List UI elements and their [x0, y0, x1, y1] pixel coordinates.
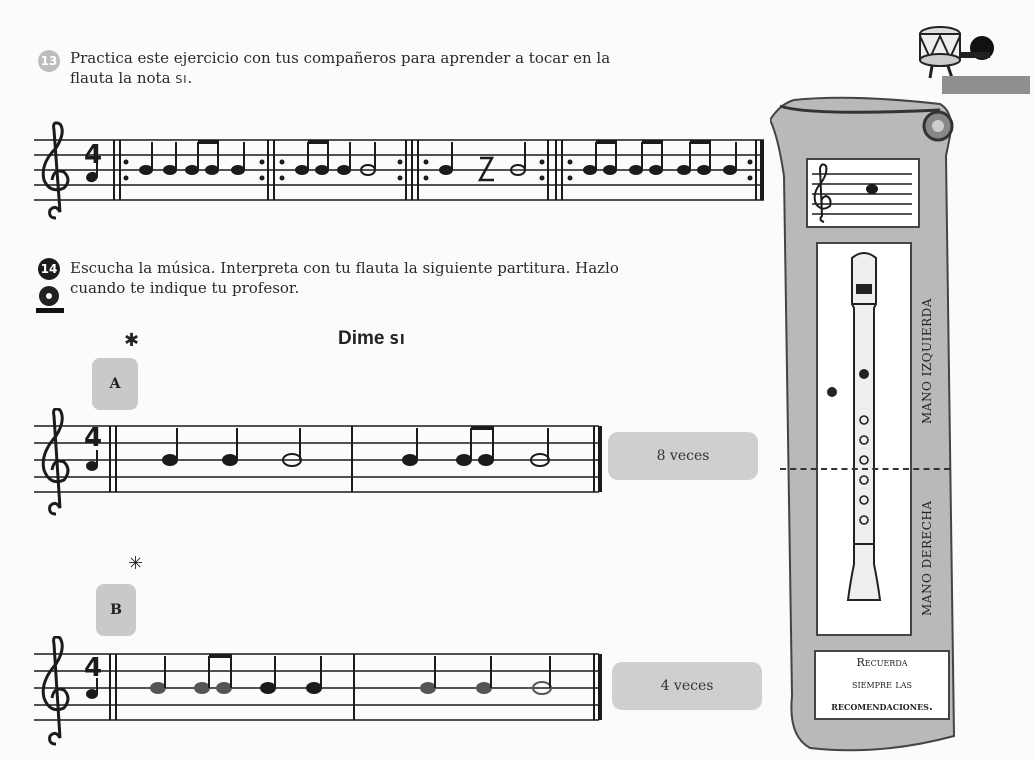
exercise-13-badge: 13	[38, 50, 60, 72]
song-title	[338, 328, 406, 350]
section-a-repeat: 8 veces	[608, 432, 758, 480]
exercise-14-instructions	[70, 258, 670, 298]
recorder-icon	[818, 244, 910, 634]
exercise-13-line1: Practica este ejercicio con tus compañeros para aprender a tocar en la	[70, 49, 611, 67]
exercise-13-note-name: SI	[175, 73, 188, 86]
treble-clef-icon	[43, 409, 68, 514]
treble-clef-icon	[43, 637, 68, 744]
song-title-note: SI	[389, 333, 406, 348]
exercise-13-instructions	[70, 48, 670, 90]
remember-line1: Recuerda	[856, 656, 908, 669]
staff-exercise-13	[34, 118, 770, 222]
sidebar-scroll	[770, 96, 966, 756]
time-sig-top: 4	[84, 140, 103, 170]
right-hand-label: MANO DERECHA	[920, 500, 934, 616]
exercise-14-line1: Escucha la música. Interpreta con tu flauta la siguiente partitura. Hazlo	[70, 259, 619, 277]
hand-divider	[780, 468, 950, 470]
note-si-diagram	[806, 158, 920, 228]
exercise-14-line2: cuando te indique tu profesor.	[70, 279, 300, 297]
star-doodle-icon: ✳	[128, 553, 144, 574]
song-title-text: Dime	[338, 328, 385, 349]
recorder-panel	[816, 242, 912, 636]
left-hand-label: MANO IZQUIERDA	[920, 298, 934, 424]
remember-line3: recomendaciones.	[831, 700, 933, 713]
exercise-14-badge: 14	[38, 258, 60, 280]
remember-line2: siempre las	[852, 678, 912, 691]
svg-text:4: 4	[84, 423, 103, 453]
staff-mini-icon	[808, 160, 918, 226]
drum-icon	[912, 22, 1030, 96]
exercise-13-line2-wrap: flauta la nota SI.	[70, 69, 193, 87]
svg-text:4: 4	[84, 653, 103, 683]
cd-icon	[36, 284, 64, 314]
star-doodle-icon: ✱	[124, 330, 140, 351]
staff-section-a	[34, 408, 604, 518]
exercise-13-line2: flauta la nota	[70, 69, 171, 87]
staff-section-b	[34, 636, 604, 748]
section-a-label: A	[92, 358, 138, 410]
section-b-repeat: 4 veces	[612, 662, 762, 710]
section-b-label: B	[96, 584, 136, 636]
remember-box	[814, 650, 950, 720]
